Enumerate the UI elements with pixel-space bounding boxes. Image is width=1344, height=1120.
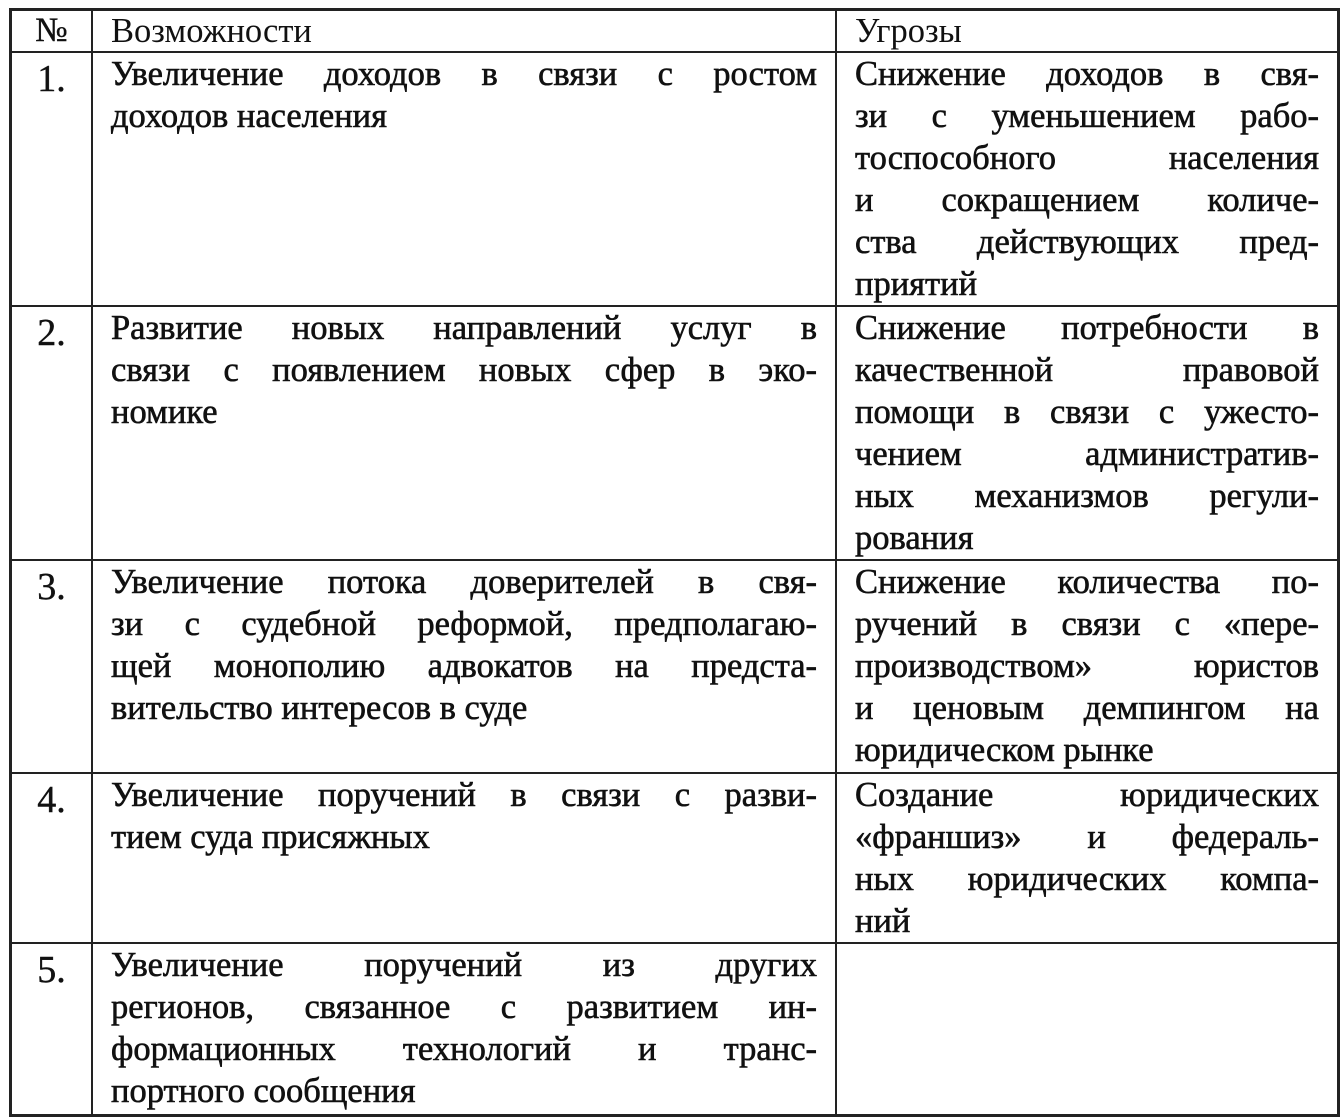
threat-line: Снижение количества по-: [855, 563, 1319, 601]
table-row: [11, 943, 1339, 1115]
opportunity-line: щей монополию адвокатов на предста-: [111, 647, 817, 685]
threat-line: Создание юридических: [855, 776, 1319, 814]
table-row: [11, 773, 1339, 943]
threat-line: юридическом рынке: [855, 731, 1154, 769]
header-number: №: [11, 10, 93, 53]
threat-line: Снижение доходов в свя-: [855, 55, 1319, 93]
opportunity-line: доходов населения: [111, 97, 387, 135]
opportunity-line: зи с судебной реформой, предполагаю-: [111, 605, 817, 643]
threat-line: помощи в связи с ужесто-: [855, 393, 1319, 431]
threat-cell: [836, 943, 1339, 1115]
threat-line: ний: [855, 902, 911, 940]
threat-line: Снижение потребности в: [855, 309, 1319, 347]
opportunity-cell: [92, 943, 836, 1115]
threat-line: рования: [855, 519, 974, 557]
opportunity-line: портного сообщения: [111, 1072, 416, 1110]
row-number: 1.: [11, 52, 93, 306]
opportunity-line: Увеличение доходов в связи с ростом: [111, 55, 817, 93]
threat-cell: [836, 306, 1339, 560]
table-row: [11, 52, 1339, 306]
row-number: 3.: [11, 560, 93, 773]
threat-line: тоспособного населения: [855, 139, 1319, 177]
threat-line: приятий: [855, 265, 978, 303]
opportunity-line: Увеличение потока доверителей в свя-: [111, 563, 817, 601]
opportunity-line: номике: [111, 393, 218, 431]
opportunity-cell: [92, 52, 836, 306]
threat-line: ства действующих пред-: [855, 223, 1319, 261]
table-header-row: [11, 10, 1339, 53]
row-number: 2.: [11, 306, 93, 560]
threat-line: и сокращением количе-: [855, 181, 1319, 219]
threat-line: ручений в связи с «пере-: [855, 605, 1319, 643]
threat-line: зи с уменьшением рабо-: [855, 97, 1319, 135]
threat-cell: [836, 560, 1339, 773]
threat-line: ных юридических компа-: [855, 860, 1319, 898]
opportunity-line: регионов, связанное с развитием ин-: [111, 988, 817, 1026]
header-opportunities: Возможности: [92, 10, 836, 53]
row-number: 5.: [11, 943, 93, 1115]
opportunity-line: связи с появлением новых сфер в эко-: [111, 351, 817, 389]
threat-line: качественной правовой: [855, 351, 1319, 389]
opportunity-cell: [92, 773, 836, 943]
threat-line: «франшиз» и федераль-: [855, 818, 1319, 856]
opportunity-line: вительство интересов в суде: [111, 689, 528, 727]
opportunity-line: Увеличение поручений в связи с разви-: [111, 776, 817, 814]
swot-table: [9, 8, 1340, 1117]
opportunity-line: Увеличение поручений из других: [111, 946, 817, 984]
threat-line: ных механизмов регули-: [855, 477, 1319, 515]
row-number: 4.: [11, 773, 93, 943]
threat-line: чением административ-: [855, 435, 1319, 473]
threat-line: производством» юристов: [855, 647, 1319, 685]
threat-line: и ценовым демпингом на: [855, 689, 1319, 727]
opportunity-line: Развитие новых направлений услуг в: [111, 309, 817, 347]
opportunity-cell: [92, 560, 836, 773]
opportunity-line: тием суда присяжных: [111, 818, 430, 856]
opportunity-line: формационных технологий и транс-: [111, 1030, 817, 1068]
table-row: [11, 306, 1339, 560]
threat-cell: [836, 52, 1339, 306]
header-threats: Угрозы: [836, 10, 1339, 53]
table-row: [11, 560, 1339, 773]
opportunity-cell: [92, 306, 836, 560]
threat-cell: [836, 773, 1339, 943]
